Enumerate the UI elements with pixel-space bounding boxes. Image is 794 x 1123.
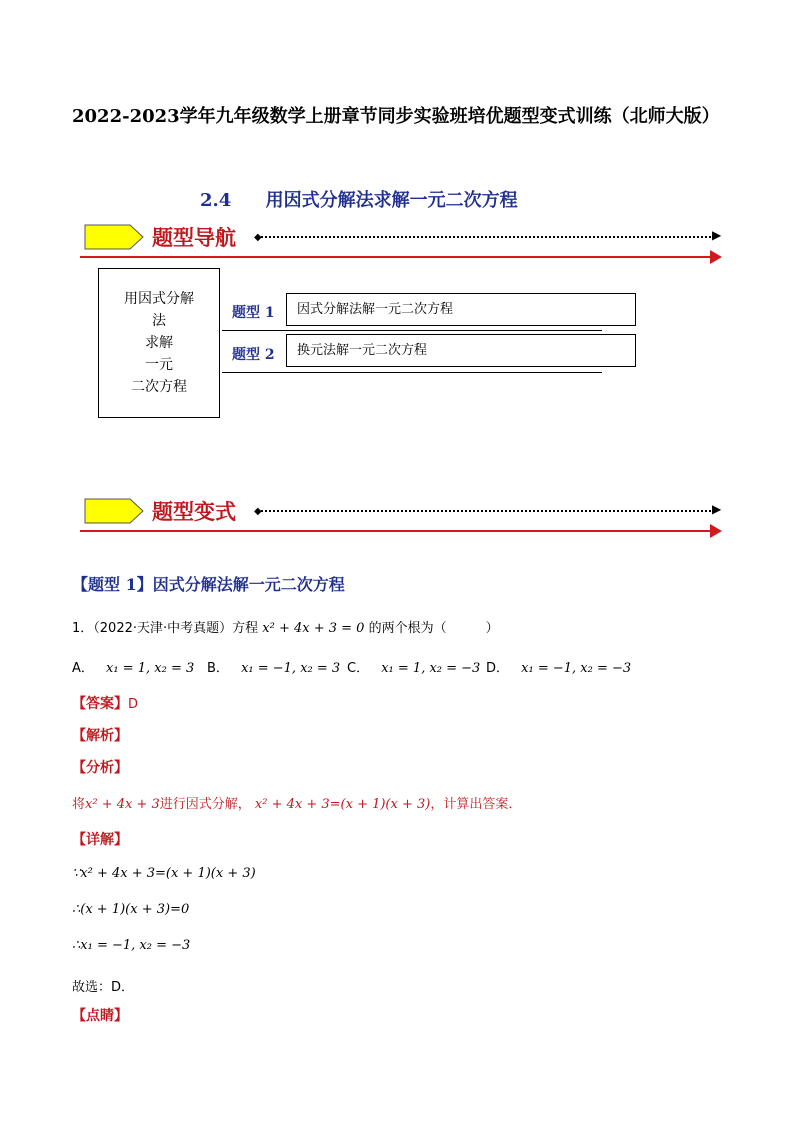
nav-banner-label: 题型导航	[152, 225, 236, 250]
fenxi-expr-2: x² + 4x + 3=(x + 1)(x + 3)	[254, 797, 431, 812]
question-number: 1．	[72, 621, 94, 636]
variant-banner-label: 题型变式	[152, 499, 236, 524]
yellow-pentagon-icon	[84, 498, 144, 524]
option-letter: C．	[347, 661, 370, 676]
option-b[interactable]	[207, 657, 340, 676]
red-arrow-icon	[710, 250, 722, 264]
question-equation: x² + 4x + 3 = 0	[262, 621, 365, 636]
option-expr: x₁ = 1, x₂ = 3	[106, 661, 195, 676]
type-2-underline	[222, 372, 602, 373]
diamond-icon: ◆	[254, 506, 262, 517]
option-a[interactable]	[72, 657, 194, 676]
type-2-box[interactable]: 换元法解一元二次方程	[286, 334, 636, 367]
topic-line: 求解	[145, 335, 173, 351]
solution-step-1: ∵x² + 4x + 3=(x + 1)(x + 3)	[72, 866, 256, 881]
red-rule	[80, 530, 714, 532]
type-1-underline	[222, 330, 602, 331]
analysis-tag: 【解析】	[72, 728, 128, 744]
red-rule	[80, 256, 714, 258]
fenxi-tag: 【分析】	[72, 760, 128, 776]
fenxi-prefix: 将	[72, 797, 86, 812]
section-name: 用因式分解法求解一元二次方程	[265, 190, 518, 211]
nav-banner	[80, 224, 730, 274]
answer-tag: 【答案】	[72, 696, 128, 712]
fenxi-expr-1: x² + 4x + 3	[85, 797, 160, 812]
arrowhead-icon: ▶	[712, 228, 722, 242]
fenxi-suffix: ，计算出答案．	[430, 797, 522, 812]
conclusion: 故选：D．	[72, 980, 135, 995]
yellow-pentagon-icon	[84, 224, 144, 250]
option-letter: D．	[486, 661, 510, 676]
solution-step-2: ∴(x + 1)(x + 3)=0	[72, 902, 190, 917]
option-d[interactable]	[486, 657, 631, 676]
section-number: 2.4	[200, 190, 232, 211]
question-stem-end: 的两个根为（ ）	[368, 621, 499, 636]
question-source: （2022·天津·中考真题）方程	[93, 621, 259, 636]
comment-tag: 【点睛】	[72, 1008, 128, 1024]
option-letter: B．	[207, 661, 229, 676]
solution-step-3: ∴x₁ = −1, x₂ = −3	[72, 938, 191, 953]
dotted-rule	[258, 510, 714, 512]
question-type-heading: 【题型 1】因式分解法解一元二次方程	[72, 575, 345, 594]
question-1-stem	[72, 617, 499, 636]
fenxi-text	[72, 793, 521, 812]
fenxi-mid: 进行因式分解，	[159, 797, 251, 812]
red-arrow-icon	[710, 524, 722, 538]
arrowhead-icon: ▶	[712, 502, 722, 516]
type-1-box[interactable]: 因式分解法解一元二次方程	[286, 293, 636, 326]
answer-row	[72, 693, 138, 713]
variant-banner	[80, 498, 730, 548]
option-expr: x₁ = −1, x₂ = 3	[241, 661, 341, 676]
type-2-label: 题型 2	[232, 347, 275, 363]
topic-line: 二次方程	[131, 379, 187, 395]
topic-line: 法	[152, 313, 166, 329]
document-title: 2022-2023学年九年级数学上册章节同步实验班培优题型变式训练（北师大版）	[72, 106, 720, 127]
detail-tag: 【详解】	[72, 832, 128, 848]
section-title	[200, 186, 518, 212]
type-1-label: 题型 1	[232, 305, 275, 321]
topic-line: 一元	[145, 357, 173, 373]
dotted-rule	[258, 236, 714, 238]
diamond-icon: ◆	[254, 232, 262, 243]
topic-line: 用因式分解	[124, 291, 194, 307]
answer-value: D	[128, 697, 139, 712]
option-expr: x₁ = −1, x₂ = −3	[521, 661, 632, 676]
option-letter: A．	[72, 661, 94, 676]
option-c[interactable]	[347, 657, 480, 676]
topic-box	[98, 268, 220, 418]
option-expr: x₁ = 1, x₂ = −3	[381, 661, 481, 676]
